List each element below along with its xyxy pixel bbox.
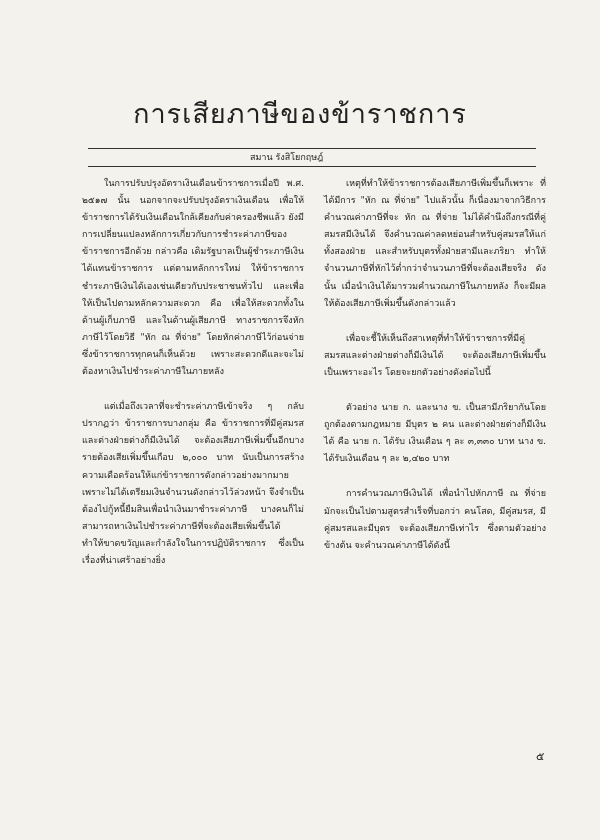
paragraph: แต่เมื่อถึงเวลาที่จะชำระค่าภาษีเข้าจริง ๆ กลับปรากฏว่า ข้าราชการบางกลุ่ม คือ ข้าราชการที่มีคู่สมรสและต่างฝ่ายต่างก็มีเงินได้ จะต้องเสียภาษีเพิ่มขึ้นอีกบางรายต้องเสียเพิ่มขึ้นเกือบ ๒,๐๐๐ บาท นับเป็นการสร้างความเดือดร้อนให้แก่ข้าราชการดังกล่าวอย่างมากมาย เพราะไม่ได้เตรียมเงินจำนวนดังกล่าวไว้ล่วงหน้า จึงจำเป็นต้องไปกู้หนี้ยืมสินเพื่อนำเงินมาชำระค่าภาษี บางคนก็ไม่สามารถหาเงินไปชำระค่าภาษีที่จะต้องเสียเพิ่มขึ้นได้ ทำให้ขาดขวัญและกำลังใจในการปฏิบัติราชการ ซึ่งเป็นเรื่องที่น่าเศร้าอย่างยิ่ง (82, 402, 304, 566)
left-column (82, 176, 304, 570)
paragraph: ในการปรับปรุงอัตราเงินเดือนข้าราชการเมื่อปี พ.ศ. ๒๕๑๗ นั้น นอกจากจะปรับปรุงอัตราเงินเดือน เพื่อให้ข้าราชการได้รับเงินเดือนใกล้เคียงกับค่าครองชีพแล้ว ยังมีการเปลี่ยนแปลงหลักการเกี่ยวกับการชำระค่าภาษีของข้าราชการอีกด้วย กล่าวคือ เดิมรัฐบาลเป็นผู้ชำระภาษีเงินได้แทนข้าราชการ แต่ตามหลักการใหม่ ให้ข้าราชการชำระภาษีเงินได้เองเช่นเดียวกับประชาชนทั่วไป และเพื่อให้เป็นไปตามหลักความสะดวก คือ เพื่อให้สะดวกทั้งในด้านผู้เก็บภาษี และในด้านผู้เสียภาษี ทางราชการจึงหักภาษีไว้โดยวิธี "หัก ณ ที่จ่าย" โดยหักค่าภาษีไว้ก่อนจ่าย ซึ่งข้าราชการทุกคนก็เห็นด้วย เพราะสะดวกดีและจะไม่ต้องหาเงินไปชำระค่าภาษีในภายหลัง (82, 179, 304, 378)
paragraph: เพื่อจะชี้ให้เห็นถึงสาเหตุที่ทำให้ข้าราชการที่มีคู่สมรสและต่างฝ่ายต่างก็มีเงินได้ จะต้องเสียภาษีเพิ่มขึ้น เป็นเพราะอะไร โดยจะยกตัวอย่างดังต่อไปนี้ (324, 333, 546, 378)
paragraph: เหตุที่ทำให้ข้าราชการต้องเสียภาษีเพิ่มขึ้นก็เพราะ ที่ได้มีการ "หัก ณ ที่จ่าย" ไปแล้วนั้น ก็เนื่องมาจากวิธีการคำนวณค่าภาษีที่จะ หัก ณ ที่จ่าย ไม่ได้คำนึงถึงกรณีที่คู่สมรสมีเงินได้ จึงคำนวณค่าลดหย่อนสำหรับคู่สมรสให้แก่ทั้งสองฝ่าย และสำหรับบุตรทั้งฝ่ายสามีและภริยา ทำให้จำนวนภาษีที่หักไว้ต่ำกว่าจำนวนภาษีที่จะต้องเสียจริง ดังนั้น เมื่อนำเงินได้มารวมคำนวณภาษีในภายหลัง ก็จะมีผลให้ต้องเสียภาษีเพิ่มขึ้นดังกล่าวแล้ว (324, 179, 546, 309)
title-rule-top (88, 148, 536, 149)
author-name: สมาน รังสิโยกฤษฎ์ (250, 153, 324, 163)
paragraph: การคำนวณภาษีเงินได้ เพื่อนำไปหักภาษี ณ ที่จ่าย มักจะเป็นไปตามสูตรสำเร็จที่บอกว่า คนโสด, มีคู่สมรส, มีคู่สมรสและมีบุตร จะต้องเสียภาษีเท่าไร ซึ่งตามตัวอย่างข้างต้น จะคำนวณค่าภาษีได้ดังนี้ (324, 489, 546, 551)
right-column (324, 176, 546, 555)
title-rule-bottom (88, 166, 536, 167)
page-number: ๕ (536, 750, 545, 763)
article-title: การเสียภาษีของข้าราชการ (133, 99, 467, 130)
paragraph: ตัวอย่าง นาย ก. และนาง ข. เป็นสามีภริยากันโดยถูกต้องตามกฎหมาย มีบุตร ๒ คน และต่างฝ่ายต่างก็มีเงินได้ คือ นาย ก. ได้รับ เงินเดือน ๆ ละ ๓,๓๓๐ บาท นาง ข. ได้รับเงินเดือน ๆ ละ ๒,๔๒๐ บาท (324, 403, 546, 465)
